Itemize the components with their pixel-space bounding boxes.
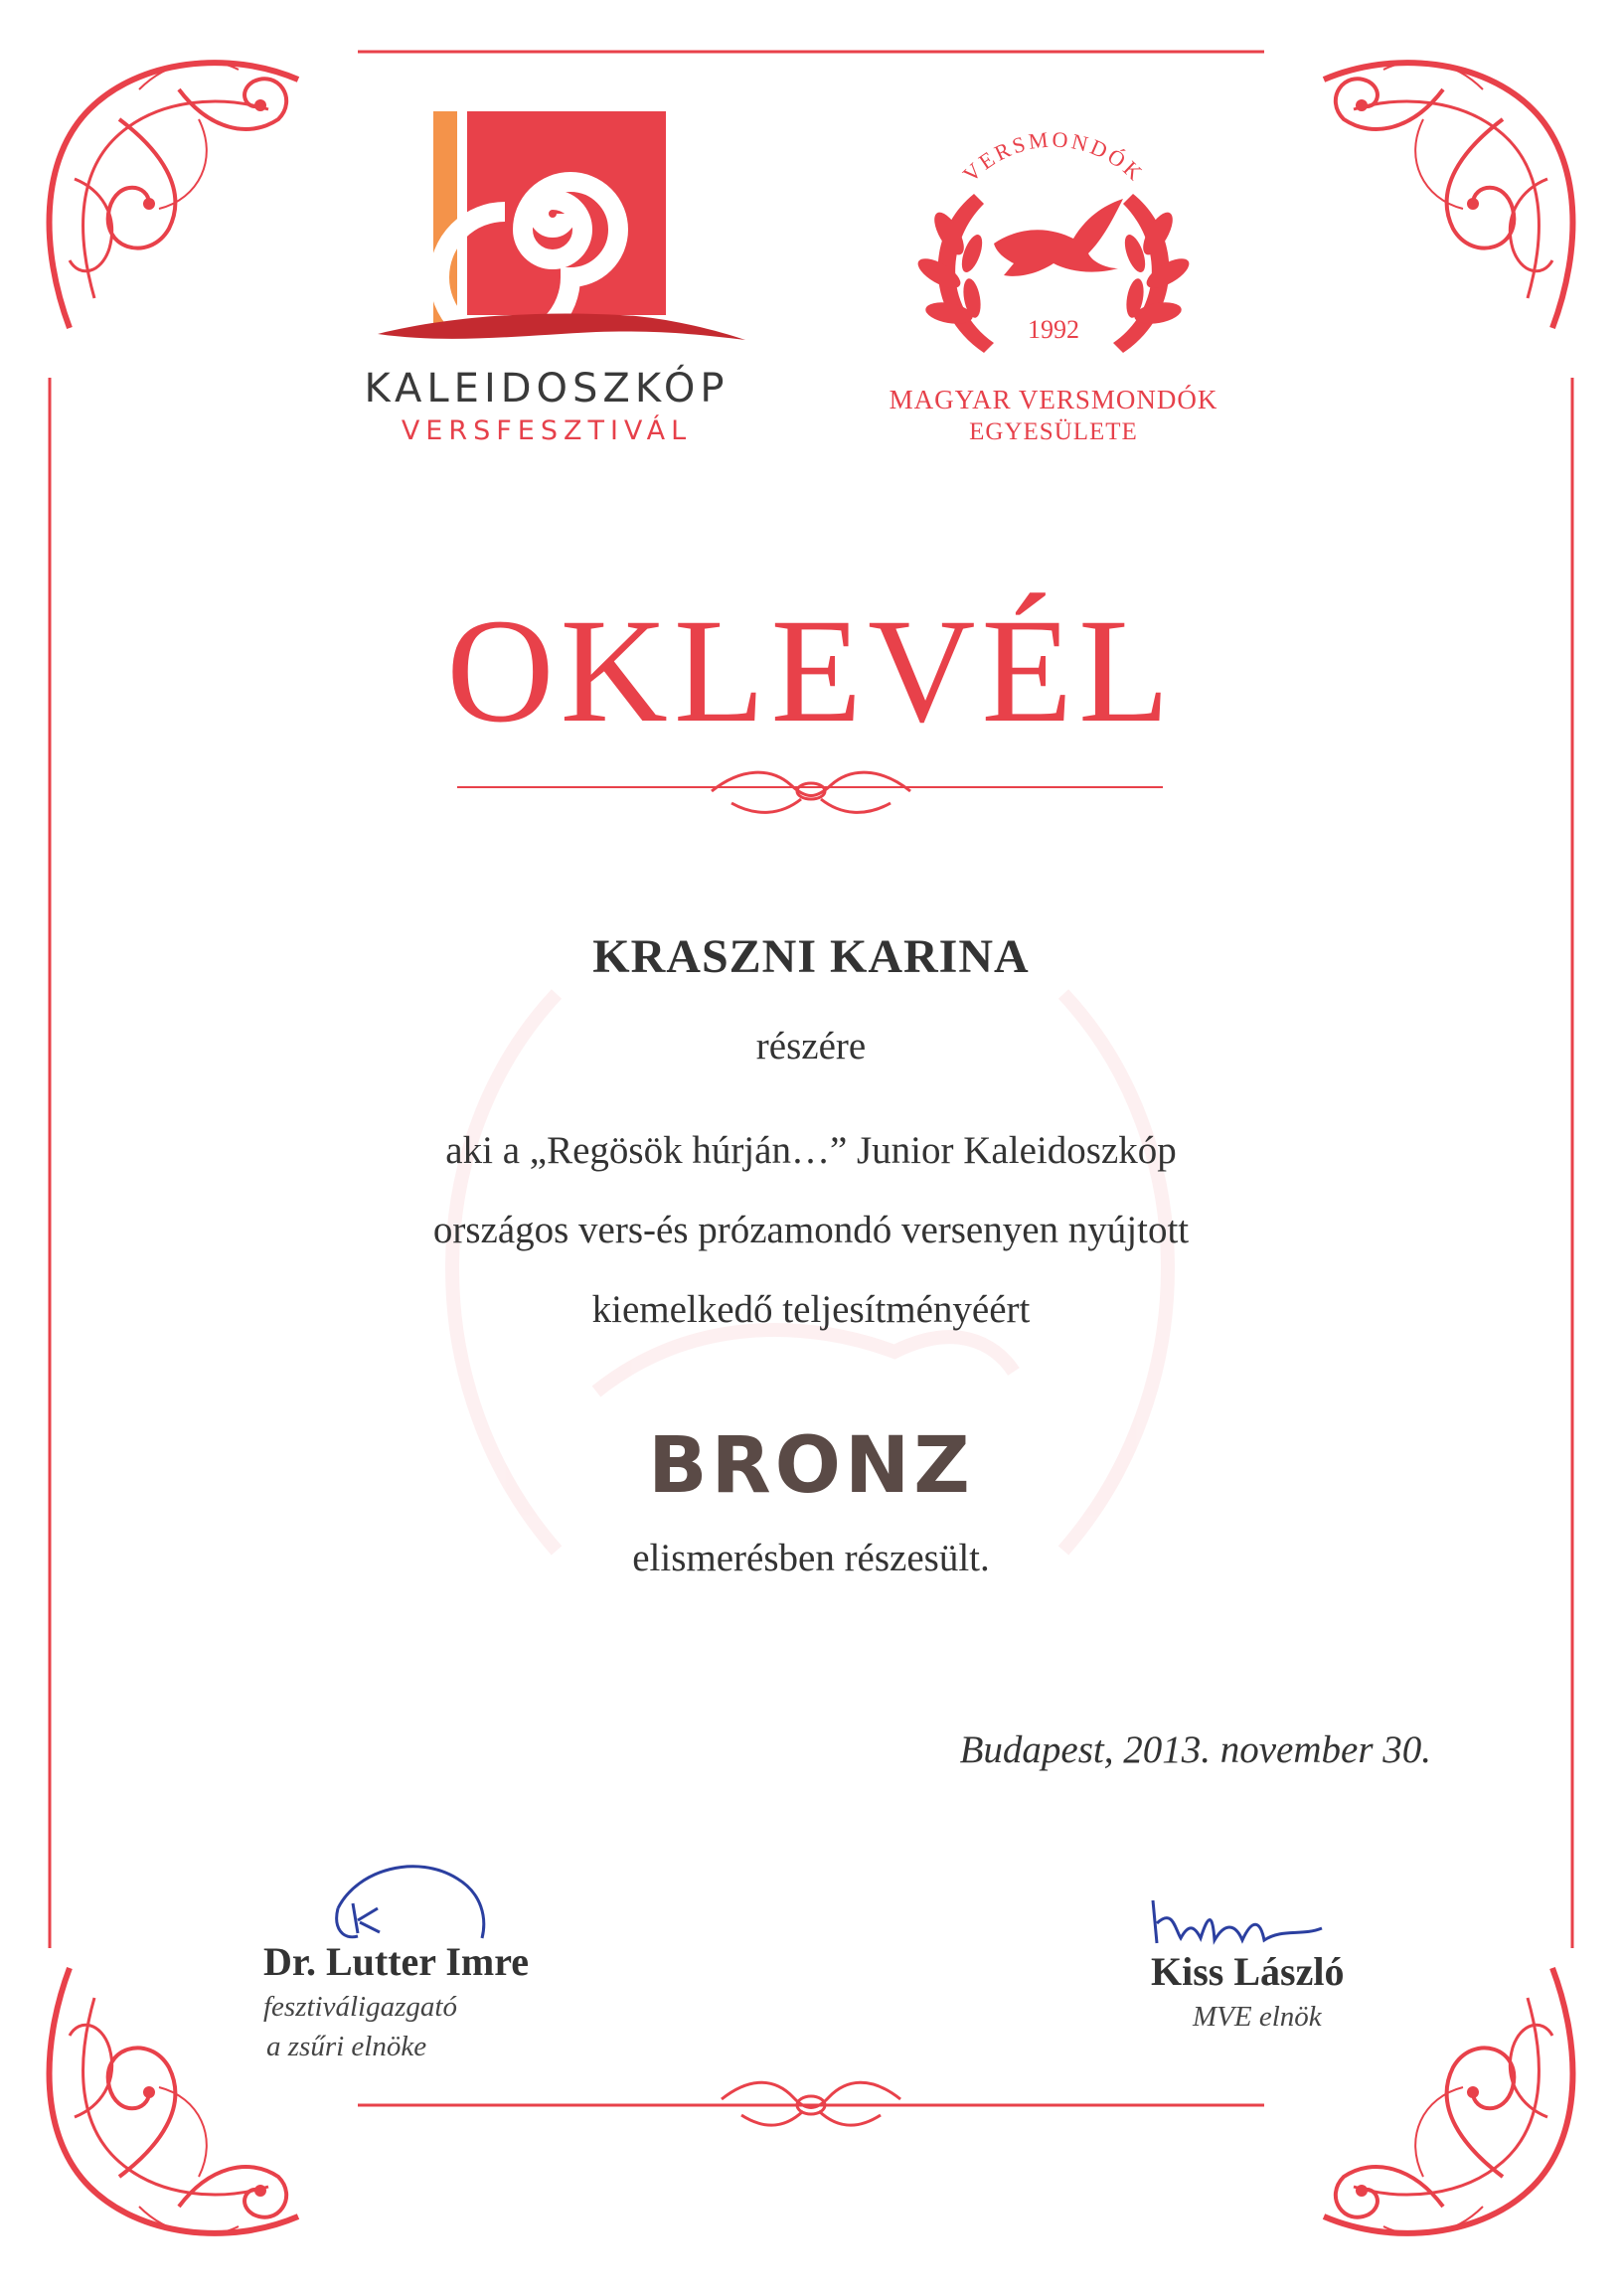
award-level: BRONZ [648, 1421, 974, 1511]
for-text: részére [755, 1025, 867, 1067]
recipient-name: KRASZNI KARINA [592, 930, 1030, 983]
laurel-pegasus-icon [855, 104, 1252, 383]
body-line-1: aki a „Regösök húrján…” Junior Kaleidoszkóp [445, 1129, 1177, 1172]
certificate-title: OKLEVÉL [446, 588, 1176, 753]
festival-subtitle: VERSFESZTIVÁL [401, 415, 693, 446]
signatory-1-role-1: fesztiváligazgató [263, 1991, 457, 2023]
versmondok-emblem [855, 104, 1252, 462]
body-line-2: országos vers-és prózamondó versenyen nyújtott [432, 1209, 1190, 1251]
body-line-3: kiemelkedő teljesítményéért [591, 1288, 1031, 1331]
place-date: Budapest, 2013. november 30. [959, 1728, 1431, 1771]
signatory-1-role-2: a zsűri elnöke [266, 2031, 427, 2062]
award-suffix: elismerésben részesült. [632, 1537, 990, 1579]
kaleidoszkop-logo [338, 99, 755, 457]
signatory-1-name: Dr. Lutter Imre [263, 1939, 529, 1984]
emblem-arc-text: VERSMONDÓK [957, 126, 1150, 187]
signatory-2-name: Kiss László [1151, 1949, 1345, 1994]
association-subtitle: EGYESÜLETE [969, 418, 1138, 445]
association-title: MAGYAR VERSMONDÓK [889, 385, 1218, 414]
festival-title: KALEIDOSZKÓP [364, 366, 730, 411]
spiral-logo-icon [338, 99, 755, 358]
emblem-year: 1992 [1028, 315, 1079, 344]
signatory-2-role: MVE elnök [1193, 2001, 1322, 2033]
